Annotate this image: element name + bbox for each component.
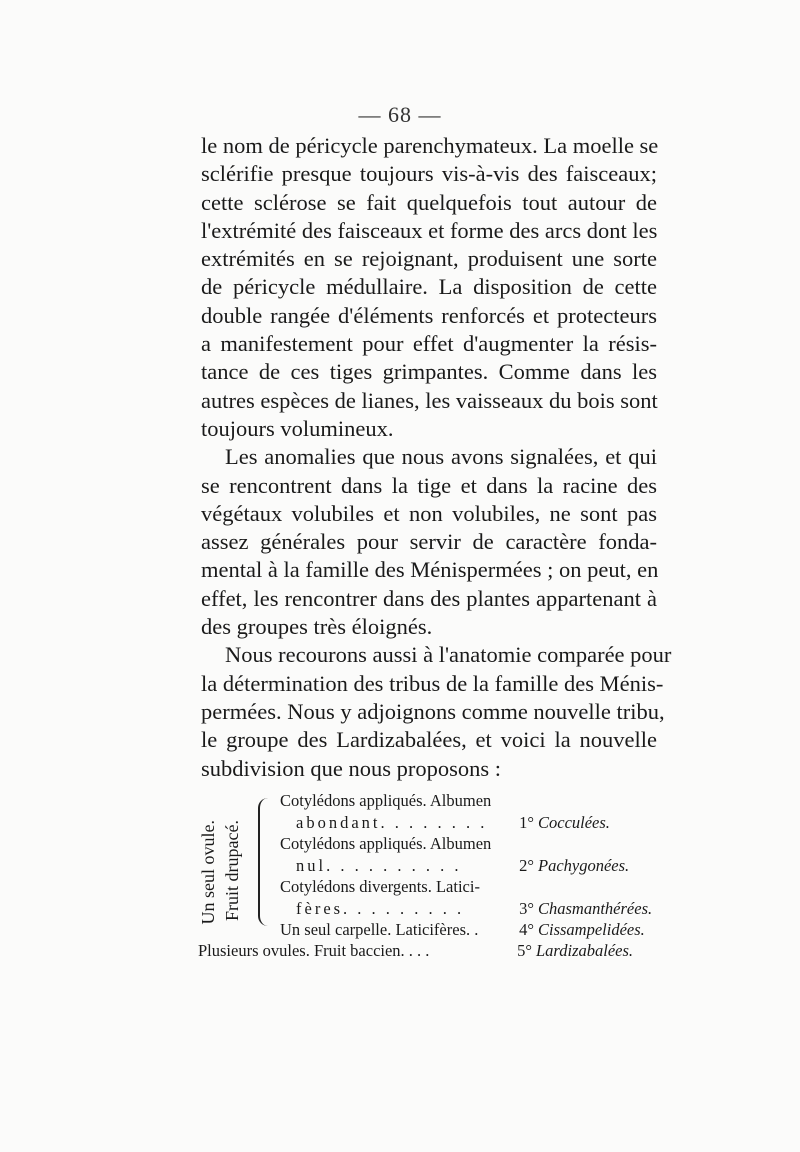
- group-label-ovule: Un seul ovule.: [198, 820, 218, 925]
- text-line: permées. Nous y adjoignons comme nouvelle tribu,: [201, 698, 665, 724]
- text-line: extrémités en se rejoignant, produisent une sorte: [201, 246, 657, 272]
- text-line: double rangée d'éléments renforcés et protecteurs: [201, 302, 657, 328]
- text-line: végétaux volubiles et non volubiles, ne sont pas: [201, 500, 657, 526]
- row-label: fères. . . . . . . . .: [296, 898, 465, 918]
- row-label: Cotylédons divergents. Latici-: [280, 877, 480, 896]
- table-row: [280, 876, 670, 898]
- row-number: 4°: [519, 920, 534, 939]
- table-row: [280, 898, 670, 920]
- text-line: sclérifie presque toujours vis-à-vis des faisceaux;: [201, 161, 657, 187]
- table-row: [280, 812, 670, 834]
- table-row: [198, 940, 668, 962]
- text-line: toujours volumineux.: [201, 415, 394, 441]
- row-label: Cotylédons appliqués. Albumen: [280, 834, 492, 853]
- text-line: le nom de péricycle parenchymateux. La moelle se: [201, 133, 659, 158]
- text-line: l'extrémité des faisceaux et forme des arcs dont les: [201, 217, 658, 243]
- brace: [258, 798, 270, 926]
- text-line: de péricycle médullaire. La disposition de cette: [201, 274, 657, 300]
- tribe-name: Lardizabalées.: [536, 941, 634, 960]
- text-line: autres espèces de lianes, les vaisseaux du bois sont: [201, 387, 658, 413]
- table-row: [280, 790, 670, 812]
- body-text: [201, 132, 672, 783]
- paragraph-2: [201, 443, 657, 641]
- text-line: a manifestement pour effet d'augmenter la résis-: [201, 331, 657, 357]
- text-line: le groupe des Lardizabalées, et voici la nouvelle: [201, 727, 657, 753]
- text-line: Les anomalies que nous avons signalées, et qui: [225, 444, 657, 470]
- row-label: abondant. . . . . . . .: [296, 812, 488, 832]
- table-row: [280, 919, 670, 941]
- paragraph-3: [201, 641, 672, 782]
- tribe-name: Pachygonées.: [538, 855, 630, 875]
- paragraph-1: [201, 132, 657, 443]
- row-number: 5°: [517, 941, 532, 960]
- text-line: mental à la famille des Ménispermées ; on peut, en: [201, 557, 659, 583]
- text-line: la détermination des tribus de la famille des Ménis-: [201, 670, 664, 696]
- text-line: effet, les rencontrer dans des plantes appartenant à: [201, 585, 657, 611]
- text-line: assez générales pour servir de caractère fonda-: [201, 529, 657, 555]
- text-line: tance de ces tiges grimpantes. Comme dans les: [201, 359, 657, 385]
- row-label: Plusieurs ovules. Fruit baccien. . . .: [198, 941, 430, 960]
- text-line: des groupes très éloignés.: [201, 614, 433, 640]
- row-label: Cotylédons appliqués. Albumen: [280, 791, 492, 810]
- tribe-name: Chasmanthérées.: [538, 898, 653, 918]
- tribe-name: Cocculées.: [538, 812, 610, 832]
- text-line: cette sclérose se fait quelquefois tout autour de: [201, 189, 657, 215]
- text-line: subdivision que nous proposons :: [201, 755, 502, 781]
- page-number: — 68 —: [358, 102, 442, 127]
- row-label: Un seul carpelle. Laticifères. .: [280, 920, 479, 939]
- tribe-name: Cissampelidées.: [538, 920, 645, 939]
- row-number: 2°: [519, 855, 534, 875]
- row-number: 1°: [519, 812, 534, 832]
- text-line: Nous recourons aussi à l'anatomie comparée pour: [225, 642, 672, 668]
- row-number: 3°: [519, 898, 534, 918]
- classification-rows: [280, 790, 670, 941]
- row-label: nul. . . . . . . . . .: [296, 855, 462, 875]
- table-row: [280, 833, 670, 855]
- group-label-fruit: Fruit drupacé.: [222, 820, 242, 921]
- table-row: [280, 855, 670, 877]
- text-line: se rencontrent dans la tige et dans la racine des: [201, 472, 657, 498]
